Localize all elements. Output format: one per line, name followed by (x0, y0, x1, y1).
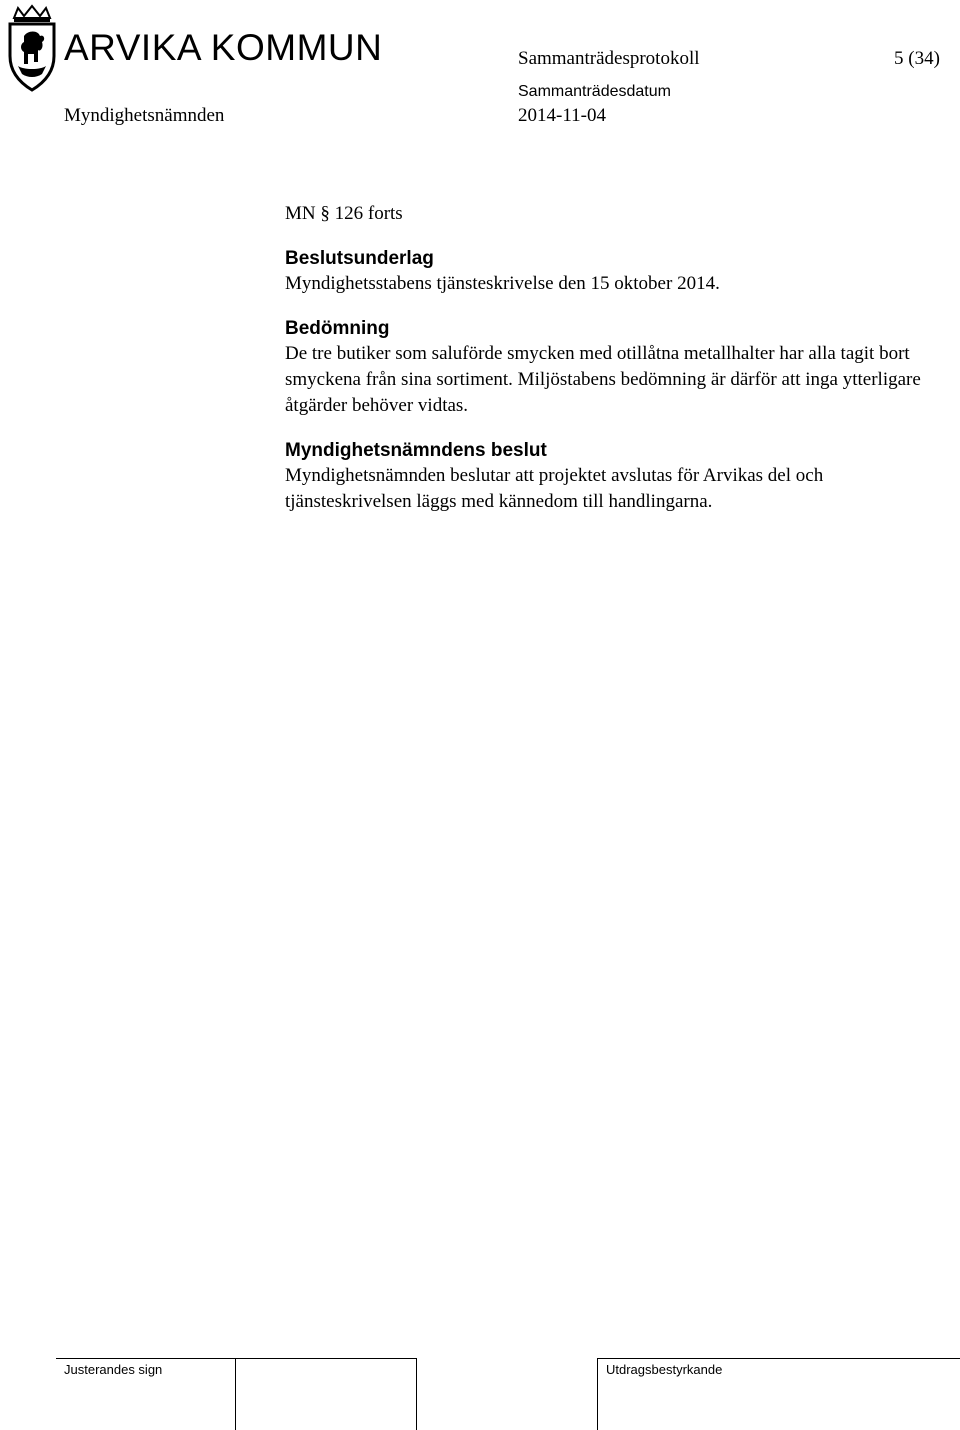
footer-rule-left (56, 1358, 417, 1359)
protocol-body (285, 201, 935, 534)
section-heading-bedomning: Bedömning (285, 318, 390, 339)
footer-divider-1 (235, 1358, 236, 1430)
page-number: 5 (34) (894, 48, 940, 69)
coat-of-arms-logo (4, 4, 60, 92)
meeting-date-label: Sammanträdesdatum (518, 83, 671, 100)
footer-rule-right (598, 1358, 960, 1359)
section-text-bedomning: De tre butiker som saluförde smycken med otillåtna metallhalter har alla tagit bort smyckena från sina sortiment. Miljöstabens bedömning är därför att inga ytterligare åtgärder behöver vidtas. (285, 343, 921, 416)
footer-divider-2 (416, 1358, 417, 1430)
meeting-date: 2014-11-04 (518, 105, 606, 126)
section-heading-beslut: Myndighetsnämndens beslut (285, 440, 547, 461)
section-text-beslutsunderlag: Myndighetsstabens tjänsteskrivelse den 15 oktober 2014. (285, 273, 720, 294)
section-text-beslut: Myndighetsnämnden beslutar att projektet avslutas för Arvikas del och tjänsteskrivelsen läggs med kännedom till handlingarna. (285, 465, 824, 512)
committee-name: Myndighetsnämnden (64, 105, 225, 126)
case-id: MN § 126 forts (285, 203, 403, 224)
utdragsbestyrkande-label: Utdragsbestyrkande (606, 1362, 723, 1377)
footer-divider-3 (597, 1358, 598, 1430)
justerandes-sign-label: Justerandes sign (64, 1362, 163, 1377)
municipality-wordmark: ARVIKA KOMMUN (64, 27, 383, 68)
document-type: Sammanträdesprotokoll (518, 48, 700, 69)
section-heading-beslutsunderlag: Beslutsunderlag (285, 248, 434, 269)
